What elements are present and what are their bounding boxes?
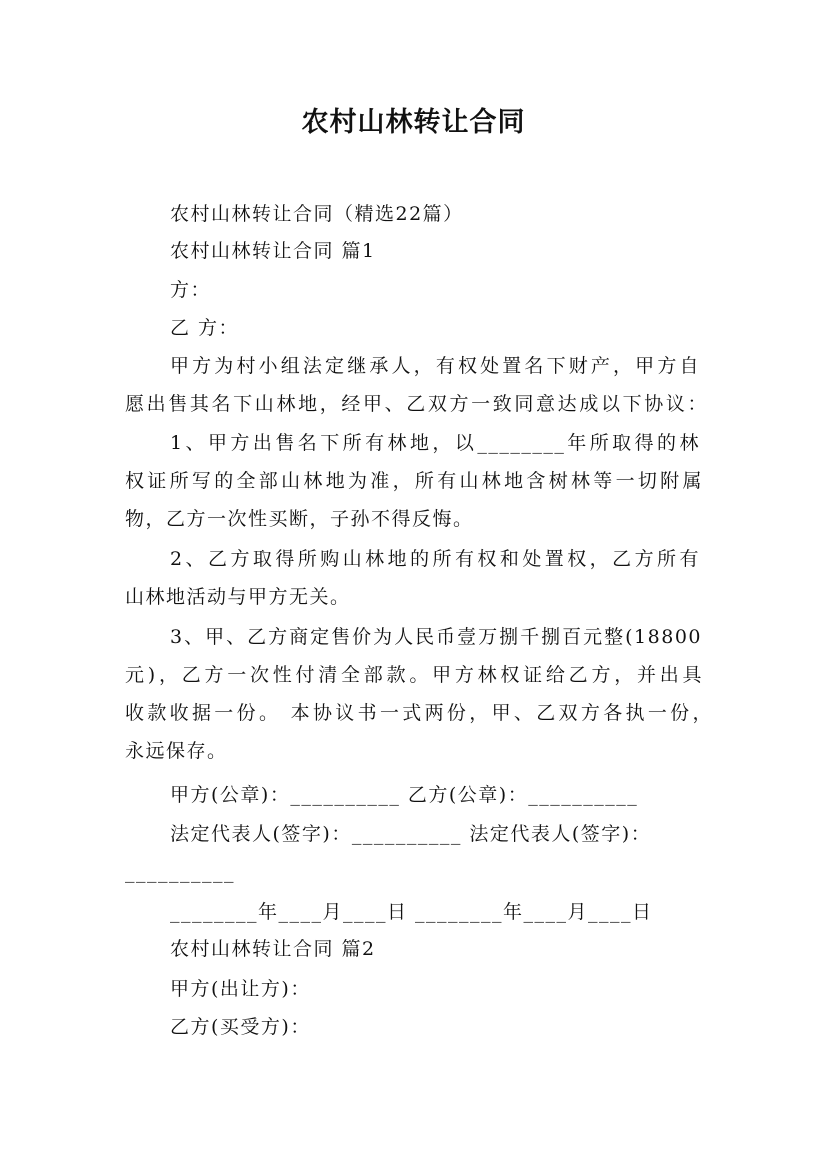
clause-1-line: 权证所写的全部山林地为准，所有山林地含树林等一切附属	[125, 470, 703, 492]
transferor-label: 甲方(出让方)：	[170, 978, 311, 1000]
signature-blank: __________	[125, 861, 235, 883]
clause-2-line: 2、乙方取得所购山林地的所有权和处置权，乙方所有	[170, 548, 700, 570]
clause-3-line: 永远保存。	[125, 740, 228, 762]
party-a-label: 方：	[170, 279, 212, 301]
clause-3-line: 元)，乙方一次性付清全部款。甲方林权证给乙方，并出具	[125, 664, 703, 686]
clause-3-line: 3、甲、乙方商定售价为人民币壹万捌千捌百元整(18800	[170, 626, 702, 648]
clause-3-line: 收款收据一份。 本协议书一式两份，甲、乙双方各执一份，	[125, 702, 713, 724]
clause-1-line: 物，乙方一次性买断，子孙不得反悔。	[125, 508, 474, 530]
seal-line: 甲方(公章)：__________ 乙方(公章)：__________	[170, 784, 639, 806]
section-heading-1: 农村山林转让合同 篇1	[170, 240, 376, 262]
party-b-label: 乙 方：	[170, 317, 240, 339]
document-title: 农村山林转让合同	[301, 107, 526, 138]
transferee-label: 乙方(买受方)：	[170, 1016, 311, 1038]
date-line: ________年____月____日 ________年____月____日	[170, 901, 653, 923]
clause-2-line: 山林地活动与甲方无关。	[125, 586, 351, 608]
section-heading-2: 农村山林转让合同 篇2	[170, 938, 376, 960]
subtitle-line: 农村山林转让合同（精选22篇）	[170, 203, 464, 225]
paragraph-line: 愿出售其名下山林地，经甲、乙双方一致同意达成以下协议：	[125, 393, 708, 415]
clause-1-line: 1、甲方出售名下所有林地，以________年所取得的林	[170, 432, 700, 454]
paragraph-line: 甲方为村小组法定继承人，有权处置名下财产，甲方自	[170, 355, 700, 377]
signature-line: 法定代表人(签字)：__________ 法定代表人(签字)：	[170, 823, 652, 845]
